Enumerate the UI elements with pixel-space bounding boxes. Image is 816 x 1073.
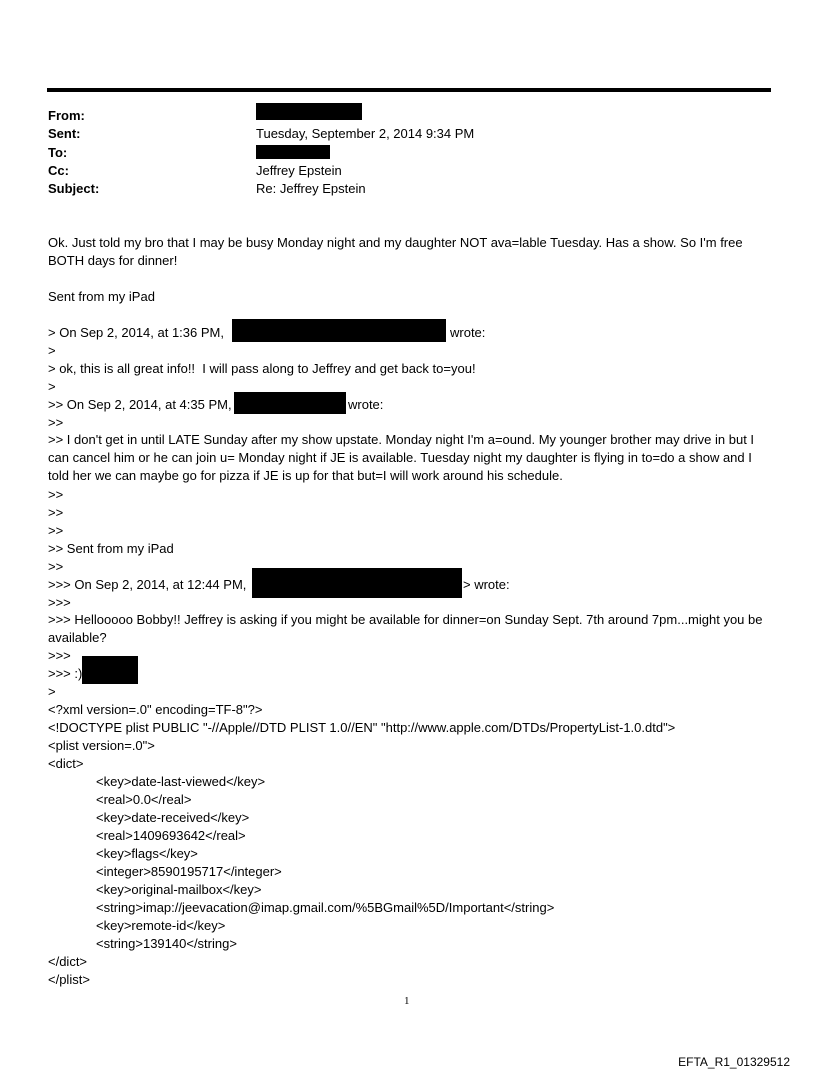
plist-entry: <real>1409693642</real> xyxy=(96,828,246,843)
dict-close: </dict> xyxy=(48,954,88,969)
cc-value: Jeffrey Epstein xyxy=(256,163,342,178)
to-redaction xyxy=(256,145,330,159)
quote-header-3: >>> On Sep 2, 2014, at 12:44 PM, xyxy=(48,577,247,592)
quote-line: >>> xyxy=(48,648,71,663)
quote-paragraph: >> I don't get in until LATE Sunday after my show upstate. Monday night I'm a=ound. My younger brother may drive in but I can cancel him or he can join u= Monday night if JE is available. Tuesday night my daughter is flying in to=do a show and I told her we can maybe go for pizza if JE is up for that but=I will work around his schedule. xyxy=(48,432,758,483)
xml-declaration: <?xml version=.0" encoding=TF-8"?> xyxy=(48,702,263,717)
plist-entry: <key>date-received</key> xyxy=(96,810,250,825)
quote-line: > xyxy=(48,379,56,394)
plist-entry: <real>0.0</real> xyxy=(96,792,192,807)
quote-line: >> xyxy=(48,487,64,502)
plist-entry: <key>remote-id</key> xyxy=(96,918,226,933)
quote-line: >> xyxy=(48,415,64,430)
cc-label: Cc: xyxy=(48,163,69,178)
quote-line: >> Sent from my iPad xyxy=(48,541,174,556)
quote-header-1-suffix: wrote: xyxy=(450,325,486,340)
message-paragraph: Ok. Just told my bro that I may be busy Monday night and my daughter NOT ava=lable Tuesday. Has a show. So I'm free BOTH days for dinner! xyxy=(48,235,747,268)
quote-header-1: > On Sep 2, 2014, at 1:36 PM, xyxy=(48,325,224,340)
quote-header-2-suffix: wrote: xyxy=(348,397,384,412)
signature-redaction xyxy=(82,656,138,684)
plist-open: <plist version=.0"> xyxy=(48,738,155,753)
quote-paragraph: >>> Hellooooo Bobby!! Jeffrey is asking if you might be available for dinner=on Sunday Sept. 7th around 7pm...might you be available? xyxy=(48,612,767,645)
sent-from-line: Sent from my iPad xyxy=(48,289,155,304)
sent-label: Sent: xyxy=(48,126,81,141)
plist-entry: <integer>8590195717</integer> xyxy=(96,864,282,879)
sent-value: Tuesday, September 2, 2014 9:34 PM xyxy=(256,126,475,141)
page-number: 1 xyxy=(404,995,410,1007)
quote-header-2: >> On Sep 2, 2014, at 4:35 PM, xyxy=(48,397,232,412)
quote-2-redaction xyxy=(234,392,346,414)
plist-entry: <key>original-mailbox</key> xyxy=(96,882,262,897)
quote-line: >> xyxy=(48,505,64,520)
plist-close: </plist> xyxy=(48,972,90,987)
quote-header-3-suffix: > wrote: xyxy=(463,577,510,592)
quote-line: >>> xyxy=(48,595,71,610)
subject-value: Re: Jeffrey Epstein xyxy=(256,181,366,196)
bates-number: EFTA_R1_01329512 xyxy=(678,1055,790,1069)
quote-line: >>> :) xyxy=(48,666,83,681)
quote-line: >> xyxy=(48,559,64,574)
from-redaction xyxy=(256,103,362,120)
quote-line: > xyxy=(48,343,56,358)
subject-label: Subject: xyxy=(48,181,100,196)
dict-open: <dict> xyxy=(48,756,84,771)
quote-1-redaction xyxy=(232,319,446,342)
quote-3-redaction xyxy=(252,568,462,598)
quote-line: > xyxy=(48,684,56,699)
header-rule xyxy=(47,88,771,92)
plist-entry: <key>flags</key> xyxy=(96,846,198,861)
quote-line: > ok, this is all great info!! I will pass along to Jeffrey and get back to=you! xyxy=(48,361,476,376)
plist-entry: <key>date-last-viewed</key> xyxy=(96,774,266,789)
plist-entry: <string>139140</string> xyxy=(96,936,237,951)
doctype-line: <!DOCTYPE plist PUBLIC "-//Apple//DTD PLIST 1.0//EN" "http://www.apple.com/DTDs/PropertyList-1.0.dtd"> xyxy=(48,720,676,735)
plist-entry: <string>imap://jeevacation@imap.gmail.com/%5BGmail%5D/Important</string> xyxy=(96,900,555,915)
to-label: To: xyxy=(48,145,68,160)
quote-line: >> xyxy=(48,523,64,538)
from-label: From: xyxy=(48,108,85,123)
